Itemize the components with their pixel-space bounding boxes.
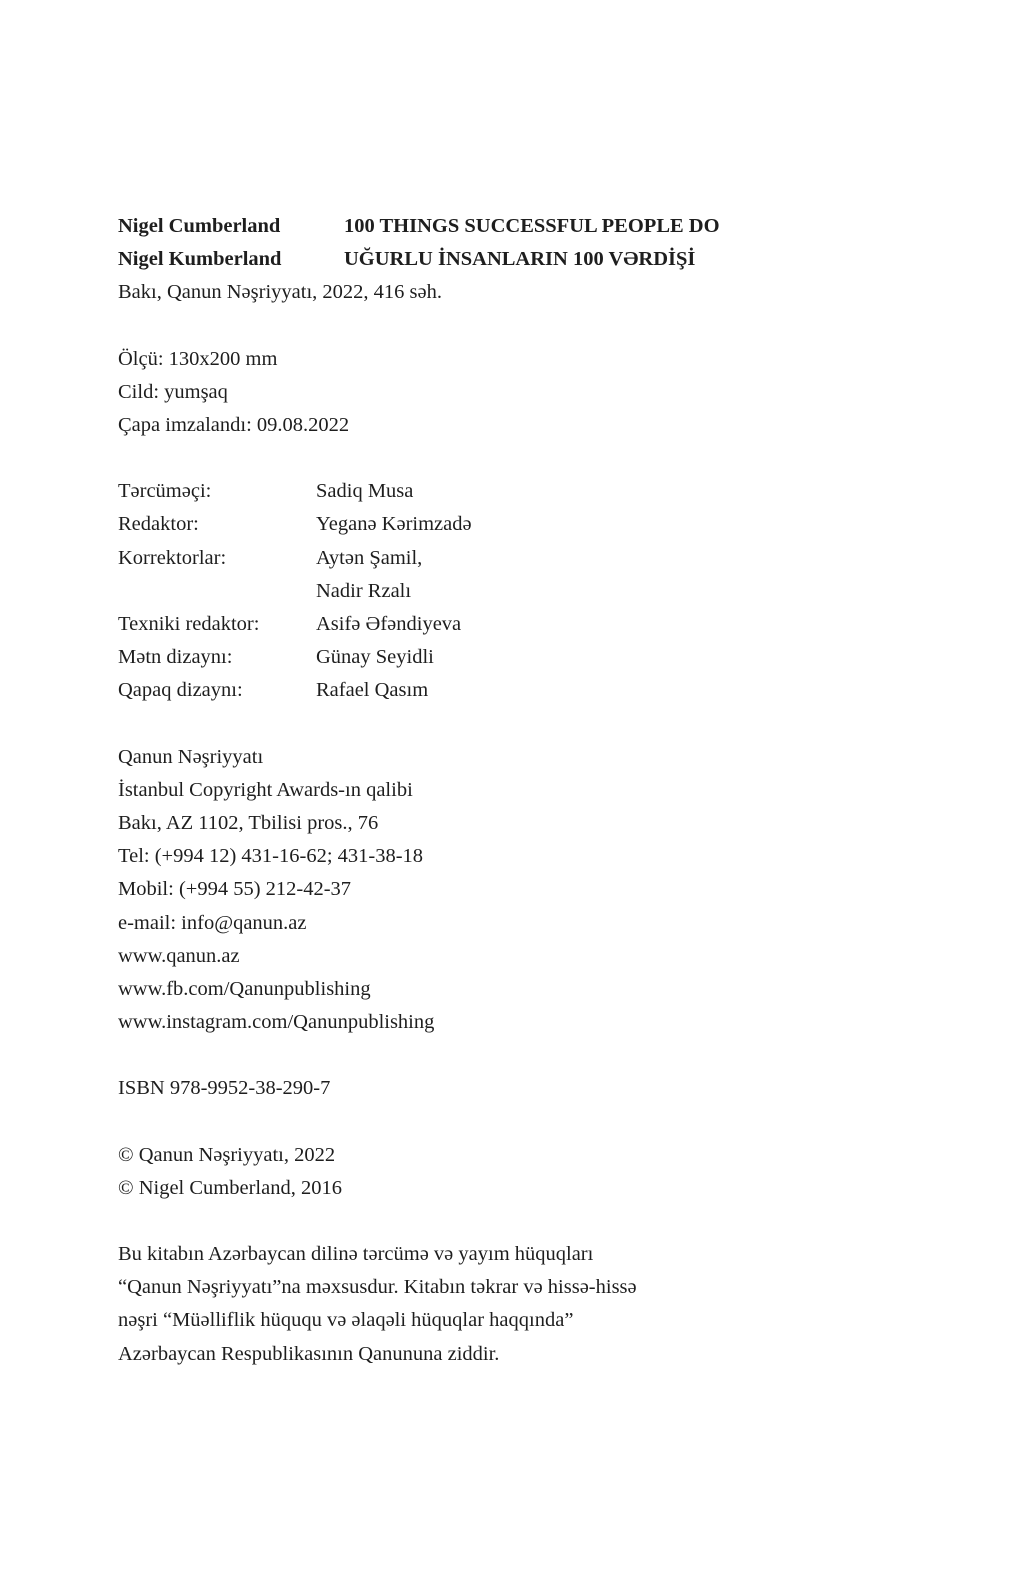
rights-notice-line: “Qanun Nəşriyyatı”na məxsusdur. Kitabın təkrar və hissə-hissə [118, 1276, 637, 1299]
rights-notice-line: Azərbaycan Respublikasının Qanununa ziddir. [118, 1342, 500, 1365]
signed-line: Çapa imzalandı: 09.08.2022 [118, 414, 350, 437]
publisher-name: Qanun Nəşriyyatı [118, 745, 264, 768]
spacer [118, 1205, 918, 1238]
spacer [118, 1106, 918, 1139]
original-title: 100 THINGS SUCCESSFUL PEOPLE DO [344, 215, 720, 237]
publisher-email: e-mail: info@qanun.az [118, 911, 307, 934]
credit-row [118, 641, 918, 674]
publisher-award: İstanbul Copyright Awards-ın qalibi [118, 778, 413, 801]
translated-title: UĞURLU İNSANLARIN 100 VƏRDİŞİ [344, 248, 696, 271]
rights-notice-line: nəşri “Müəlliflik hüququ və əlaqəli hüquqlar haqqında” [118, 1309, 574, 1332]
translated-author: Nigel Kumberland [118, 248, 282, 271]
spacer [118, 1039, 918, 1072]
credit-row [118, 508, 918, 541]
credit-role: Korrektorlar: [118, 546, 227, 569]
credit-role: Mətn dizaynı: [118, 646, 233, 669]
title-block [118, 210, 918, 310]
copyright-page [118, 210, 918, 1371]
original-author: Nigel Cumberland [118, 215, 281, 237]
credit-row [118, 674, 918, 707]
credits-block [118, 475, 918, 707]
isbn-block [118, 1072, 918, 1105]
credit-person: Aytən Şamil, [316, 546, 423, 569]
size-line: Ölçü: 130x200 mm [118, 347, 278, 370]
publisher-block [118, 741, 918, 1040]
specs-block [118, 343, 918, 443]
original-title-row [118, 210, 918, 243]
rights-notice-block [118, 1238, 918, 1371]
credit-person: Rafael Qasım [316, 679, 429, 702]
credit-person: Yeganə Kərimzadə [316, 513, 472, 536]
binding-line: Cild: yumşaq [118, 380, 228, 403]
credit-row [118, 608, 918, 641]
spacer [118, 708, 918, 741]
publisher-website: www.qanun.az [118, 944, 240, 967]
publisher-mobile: Mobil: (+994 55) 212-42-37 [118, 878, 352, 901]
isbn-line: ISBN 978-9952-38-290-7 [118, 1077, 331, 1100]
publisher-instagram: www.instagram.com/Qanunpublishing [118, 1011, 435, 1034]
credit-person: Nadir Rzalı [316, 579, 412, 602]
credit-role: Tərcüməçi: [118, 480, 212, 503]
credit-role [118, 575, 316, 608]
credit-person: Sadiq Musa [316, 480, 414, 503]
copyright-block [118, 1139, 918, 1205]
publisher-tel: Tel: (+994 12) 431-16-62; 431-38-18 [118, 845, 424, 868]
publisher-address: Bakı, AZ 1102, Tbilisi pros., 76 [118, 812, 379, 835]
copyright-line: © Qanun Nəşriyyatı, 2022 [118, 1143, 336, 1166]
credit-role: Texniki redaktor: [118, 613, 260, 636]
credit-person: Günay Seyidli [316, 646, 434, 669]
spacer [118, 442, 918, 475]
credit-person: Asifə Əfəndiyeva [316, 613, 462, 636]
imprint-line: Bakı, Qanun Nəşriyyatı, 2022, 416 səh. [118, 281, 442, 304]
publisher-facebook: www.fb.com/Qanunpublishing [118, 978, 371, 1001]
copyright-line: © Nigel Cumberland, 2016 [118, 1176, 342, 1199]
translated-title-row [118, 243, 918, 276]
rights-notice-line: Bu kitabın Azərbaycan dilinə tərcümə və yayım hüquqları [118, 1243, 594, 1266]
credit-row [118, 575, 918, 608]
credit-role: Qapaq dizaynı: [118, 679, 243, 702]
credit-row [118, 542, 918, 575]
credit-row [118, 475, 918, 508]
credit-role: Redaktor: [118, 513, 199, 536]
spacer [118, 310, 918, 343]
